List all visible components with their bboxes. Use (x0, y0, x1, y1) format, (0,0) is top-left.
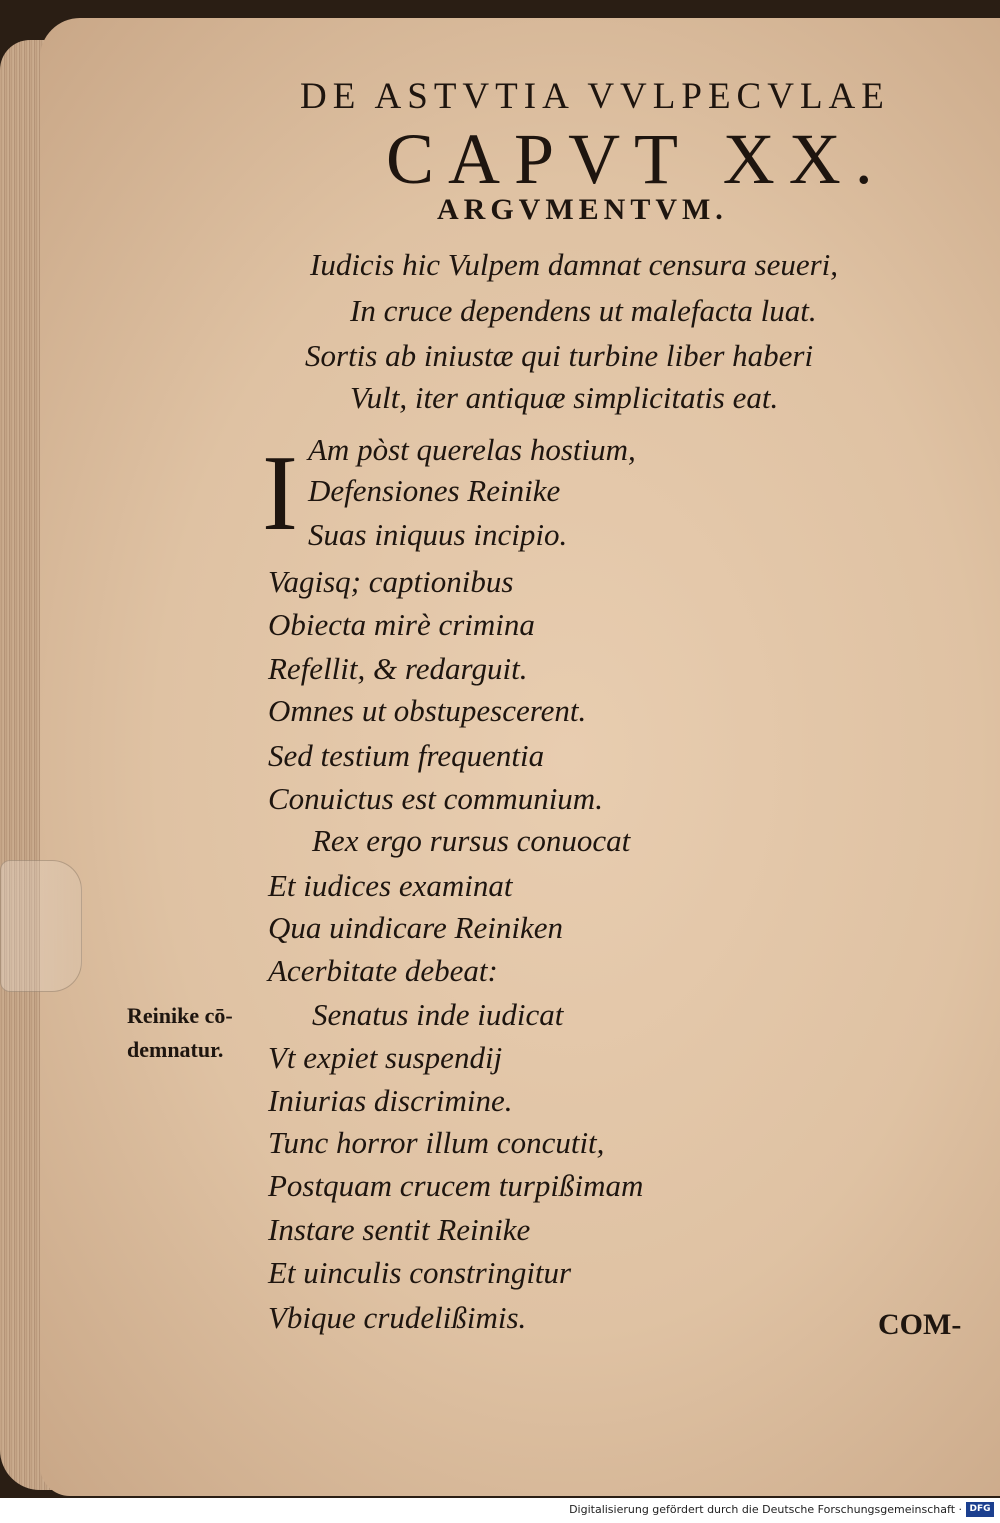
poem-line: Refellit, & redarguit. (268, 651, 528, 686)
running-title: DE ASTVTIA VVLPECVLAE (300, 76, 890, 117)
argumentum-heading: ARGVMENTVM. (437, 193, 728, 226)
poem-line: Defensiones Reinike (308, 473, 561, 508)
poem-line: Conuictus est communium. (268, 781, 603, 816)
catchword: COM- (878, 1308, 962, 1341)
chapter-heading: CAPVT XX. (386, 119, 887, 199)
dfg-logo-icon[interactable]: DFG (966, 1502, 994, 1517)
poem-line: Rex ergo rursus conuocat (312, 823, 631, 858)
poem-line: Instare sentit Reinike (268, 1212, 531, 1247)
footer-credit: Digitalisierung gefördert durch die Deutsche Forschungsgemeinschaft · (569, 1503, 962, 1516)
poem-line: Qua uindicare Reiniken (268, 910, 563, 945)
page-clip (0, 860, 82, 992)
poem-line: Suas iniquus incipio. (308, 517, 568, 552)
margin-note: demnatur. (127, 1037, 224, 1062)
poem-line: Et uinculis constringitur (268, 1255, 572, 1290)
poem-line: Tunc horror illum concutit, (268, 1125, 605, 1160)
poem-line: Omnes ut obstupescerent. (268, 693, 587, 728)
argument-verse: In cruce dependens ut malefacta luat. (350, 293, 817, 328)
poem-line: Acerbitate debeat: (268, 953, 498, 988)
poem-line: Obiecta mirè crimina (268, 607, 535, 642)
argument-verse: Sortis ab iniustæ qui turbine liber haberi (305, 338, 814, 373)
poem-line: Senatus inde iudicat (312, 997, 564, 1032)
drop-cap: I (262, 434, 298, 553)
argument-verse: Vult, iter antiquæ simplicitatis eat. (350, 380, 779, 415)
poem-line: Vbique crudelißimis. (268, 1300, 527, 1335)
poem-line: Vt expiet suspendij (268, 1040, 503, 1075)
poem-line: Et iudices examinat (268, 868, 513, 903)
margin-note: Reinike cō- (127, 1003, 233, 1028)
poem-line: Vagisq; captionibus (268, 564, 514, 599)
poem-line: Sed testium frequentia (268, 738, 545, 773)
poem-line: Postquam crucem turpißimam (268, 1168, 644, 1203)
argument-verse: Iudicis hic Vulpem damnat censura seueri, (310, 247, 839, 282)
footer-bar (0, 1498, 1000, 1523)
poem-line: Iniurias discrimine. (268, 1083, 513, 1118)
poem-line: Am pòst querelas hostium, (308, 432, 636, 467)
